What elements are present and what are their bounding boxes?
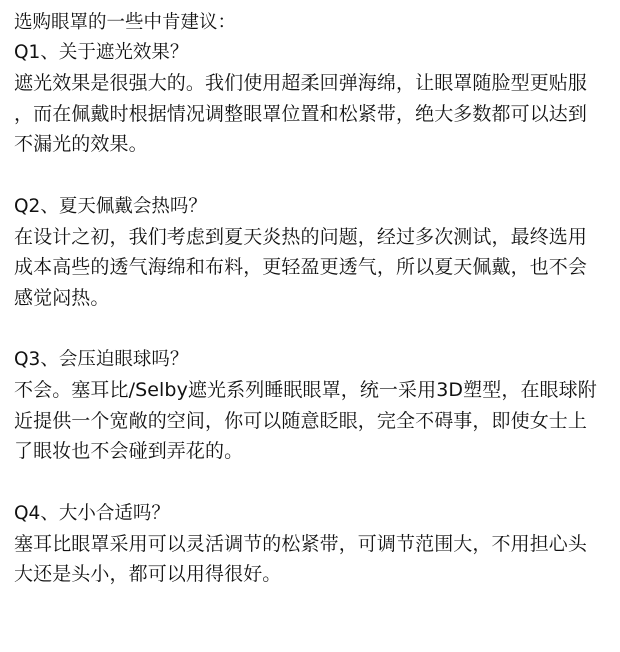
question-4: Q4、大小合适吗？ xyxy=(14,502,170,524)
answer-2 xyxy=(14,222,612,314)
qa-block-2 xyxy=(14,192,612,314)
document xyxy=(14,8,612,590)
spacer xyxy=(14,160,612,192)
question-2: Q2、夏天佩戴会热吗？ xyxy=(14,195,207,217)
answer-1-line-3: 不漏光的效果。 xyxy=(14,133,148,155)
qa-block-3 xyxy=(14,345,612,467)
qa-block-4 xyxy=(14,499,612,590)
answer-3-line-3: 了眼妆也不会碰到弄花的。 xyxy=(14,440,244,462)
answer-1-line-2: ，而在佩戴时根据情况调整眼罩位置和松紧带，绝大多数都可以达到 xyxy=(14,102,588,125)
answer-3 xyxy=(14,375,612,467)
answer-4-line-1: 塞耳比眼罩采用可以灵活调节的松紧带，可调节范围大，不用担心头 xyxy=(14,532,588,555)
answer-2-line-1: 在设计之初，我们考虑到夏天炎热的问题，经过多次测试，最终选用 xyxy=(14,225,588,248)
answer-4 xyxy=(14,529,612,590)
answer-3-line-1: 不会。塞耳比/Selby遮光系列睡眠眼罩，统一采用3D塑型，在眼球附 xyxy=(14,379,597,401)
spacer xyxy=(14,467,612,499)
answer-4-line-2: 大还是头小，都可以用得很好。 xyxy=(14,563,282,585)
question-1: Q1、关于遮光效果？ xyxy=(14,42,189,63)
answer-3-line-2: 近提供一个宽敞的空间，你可以随意眨眼，完全不碍事，即使女士上 xyxy=(14,409,588,432)
question-3: Q3、会压迫眼球吗？ xyxy=(14,349,189,370)
qa-block-1 xyxy=(14,38,612,160)
answer-1 xyxy=(14,68,612,160)
answer-1-line-1: 遮光效果是很强大的。我们使用超柔回弹海绵，让眼罩随脸型更贴服 xyxy=(14,72,588,94)
answer-2-line-3: 感觉闷热。 xyxy=(14,286,110,309)
answer-2-line-2: 成本高些的透气海绵和布料，更轻盈更透气，所以夏天佩戴，也不会 xyxy=(14,256,588,278)
spacer xyxy=(14,313,612,345)
intro-heading: 选购眼罩的一些中肯建议： xyxy=(14,12,237,33)
